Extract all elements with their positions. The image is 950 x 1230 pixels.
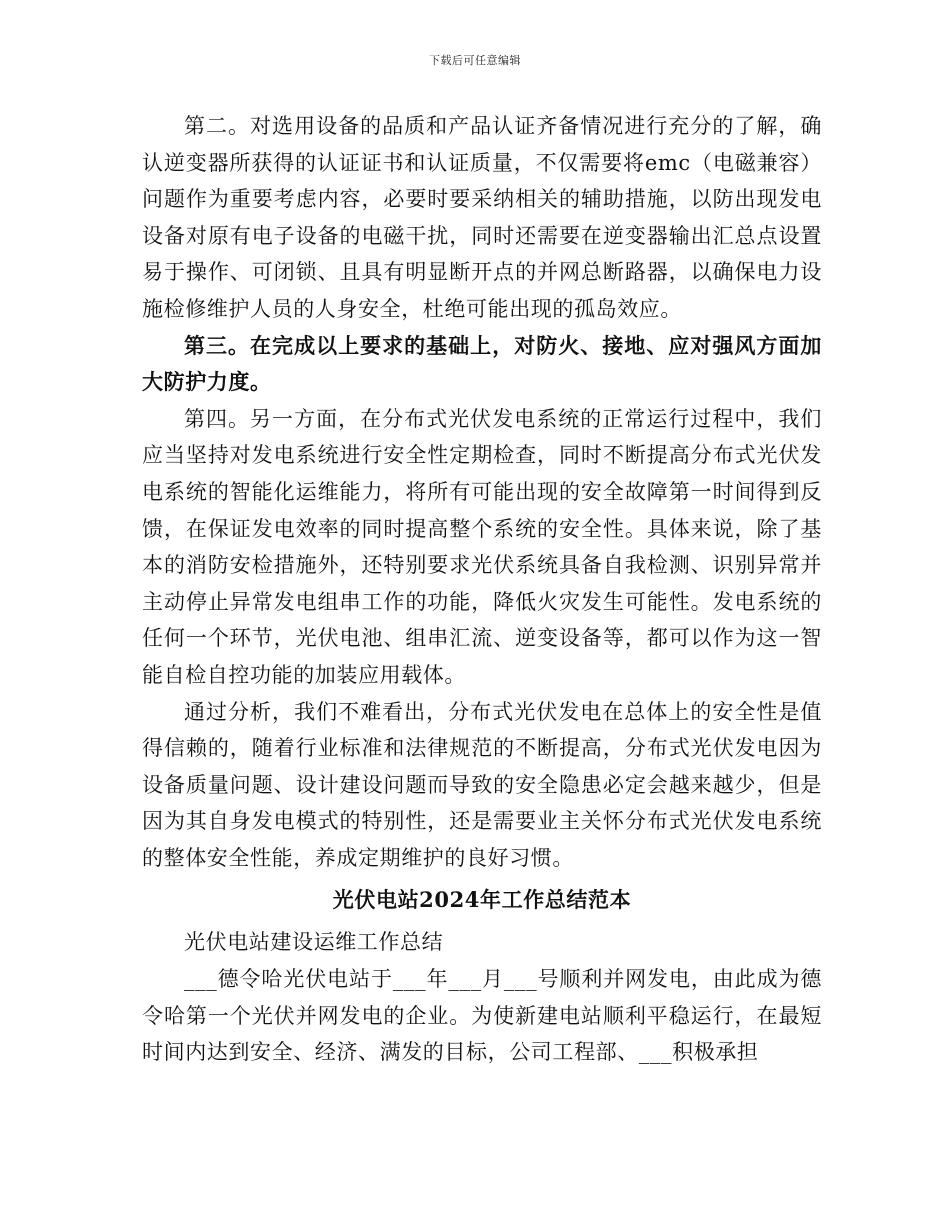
- section-title: 光伏电站2024年工作总结范本: [332, 887, 632, 913]
- document-body: [142, 108, 822, 1071]
- paragraph-second-point: 第二。对选用设备的品质和产品认证齐备情况进行充分的了解，确认逆变器所获得的认证证书和认证质量，不仅需要将emc（电磁兼容）问题作为重要考虑内容，必要时要采纳相关的辅助措施，以防出现发电设备对原有电子设备的电磁干扰，同时还需要在逆变器输出汇总点设置易于操作、可闭锁、且具有明显断开点的并网总断路器，以确保电力设施检修维护人员的人身安全，杜绝可能出现的孤岛效应。: [142, 114, 822, 321]
- paragraph-fourth-point: 第四。另一方面，在分布式光伏发电系统的正常运行过程中，我们应当坚持对发电系统进行安全性定期检查，同时不断提高分布式光伏发电系统的智能化运维能力，将所有可能出现的安全故障第一时间得到反馈，在保证发电效率的同时提高整个系统的安全性。具体来说，除了基本的消防安检措施外，还特别要求光伏系统具备自我检测、识别异常并主动停止异常发电组串工作的功能，降低火灾发生可能性。发电系统的任何一个环节，光伏电池、组串汇流、逆变设备等，都可以作为这一智能自检自控功能的加装应用载体。: [142, 406, 822, 687]
- paragraph-third-point: 第三。在完成以上要求的基础上，对防火、接地、应对强风方面加大防护力度。: [142, 332, 822, 395]
- paragraph-summary: ___德令哈光伏电站于___年___月___号顺利并网发电，由此成为德令哈第一个光伏并网发电的企业。为使新建电站顺利平稳运行，在最短时间内达到安全、经济、满发的目标，公司工程部、___积极承担: [142, 967, 822, 1065]
- paragraph-subtitle: 光伏电站建设运维工作总结: [184, 930, 444, 955]
- page-header: 下载后可任意编辑: [429, 54, 521, 67]
- paragraph-conclusion: 通过分析，我们不难看出，分布式光伏发电在总体上的安全性是值得信赖的，随着行业标准和法律规范的不断提高，分布式光伏发电因为设备质量问题、设计建设问题而导致的安全隐患必定会越来越少，但是因为其自身发电模式的特别性，还是需要业主关怀分布式光伏发电系统的整体安全性能，养成定期维护的良好习惯。: [142, 699, 822, 870]
